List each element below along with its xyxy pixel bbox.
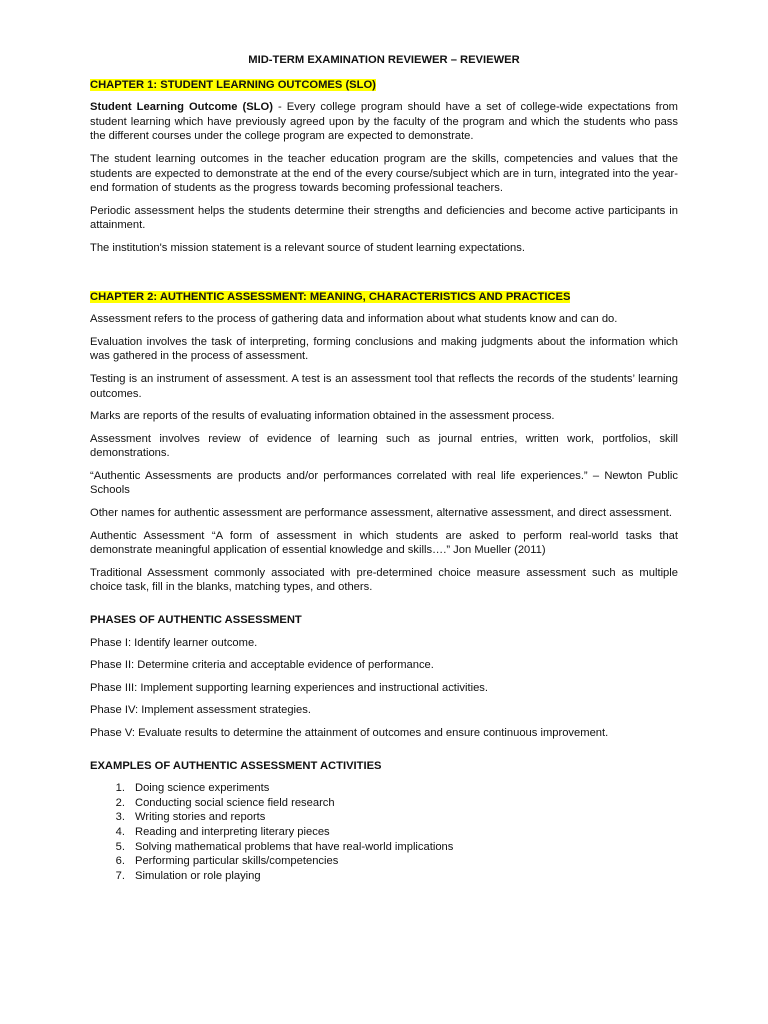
chapter-1-heading-highlight: CHAPTER 1: STUDENT LEARNING OUTCOMES (SLO) xyxy=(90,78,376,91)
phase-item: Phase V: Evaluate results to determine the attainment of outcomes and ensure continuous improvement. xyxy=(90,727,609,739)
list-item xyxy=(90,825,678,840)
chapter-2-heading xyxy=(90,290,678,305)
phases-heading: PHASES OF AUTHENTIC ASSESSMENT xyxy=(90,614,302,627)
phase-item: Phase II: Determine criteria and acceptable evidence of performance. xyxy=(90,659,434,672)
chapter-2-heading-highlight: CHAPTER 2: AUTHENTIC ASSESSMENT: MEANING, CHARACTERISTICS AND PRACTICES xyxy=(90,290,571,303)
list-item-number: 3. xyxy=(115,811,125,824)
chapter-1-paragraph-1 xyxy=(90,100,678,144)
list-item-number: 6. xyxy=(115,855,125,868)
list-item xyxy=(90,854,678,869)
slo-definition: - Every college program should have a set of college-wide expectations from student learning which have previously agreed upon by the faculty of the program and which the students who pass the different courses under the college program are expected to demonstrate. xyxy=(90,101,679,143)
list-item-text: Performing particular skills/competencies xyxy=(135,855,339,868)
chapter-2-paragraph: Other names for authentic assessment are performance assessment, alternative assessment, and direct assessment. xyxy=(90,507,673,520)
list-item-number: 5. xyxy=(115,840,125,853)
chapter-2-paragraph: Evaluation involves the task of interpreting, forming conclusions and making judgments about the information which was gathered in the process of assessment. xyxy=(90,335,678,363)
list-item-text: Writing stories and reports xyxy=(135,811,266,824)
list-item-number: 4. xyxy=(115,825,125,838)
slo-term: Student Learning Outcome (SLO) xyxy=(90,101,273,114)
list-item-number: 2. xyxy=(115,796,125,809)
chapter-1-paragraph-2: The student learning outcomes in the teacher education program are the skills, competencies and values that the students are expected to demonstrate at the end of the every course/subject which are in turn, integrated into the year-end formation of students as the progress towards becoming professional teachers. xyxy=(90,152,678,195)
chapter-2-paragraph: Traditional Assessment commonly associated with pre-determined choice measure assessment such as multiple choice task, fill in the blanks, matching types, and others. xyxy=(90,566,678,594)
list-item xyxy=(90,796,678,811)
chapter-2-paragraph: Assessment refers to the process of gathering data and information about what students know and can do. xyxy=(90,313,618,326)
phase-item: Phase IV: Implement assessment strategies. xyxy=(90,704,311,717)
list-item xyxy=(90,781,678,796)
chapter-1-paragraph-4: The institution's mission statement is a relevant source of student learning expectations. xyxy=(90,241,525,254)
list-item-number: 1. xyxy=(115,782,125,795)
examples-list xyxy=(90,781,678,883)
list-item-text: Doing science experiments xyxy=(135,782,270,795)
chapter-2-paragraph: Authentic Assessment “A form of assessment in which students are asked to perform real-world tasks that demonstrate meaningful application of essential knowledge and skills….” Jon Mueller (2011) xyxy=(90,529,678,557)
list-item xyxy=(90,840,678,855)
chapter-2-paragraph: Marks are reports of the results of evaluating information obtained in the assessment process. xyxy=(90,410,555,423)
chapter-2-paragraph: Assessment involves review of evidence of learning such as journal entries, written work, portfolios, skill demonstrations. xyxy=(90,432,678,460)
examples-heading: EXAMPLES OF AUTHENTIC ASSESSMENT ACTIVITIES xyxy=(90,759,382,772)
phase-item: Phase I: Identify learner outcome. xyxy=(90,636,258,649)
chapter-2-paragraph: Testing is an instrument of assessment. A test is an assessment tool that reflects the records of the students’ learning outcomes. xyxy=(90,372,678,400)
list-item-text: Simulation or role playing xyxy=(135,869,261,882)
phase-item: Phase III: Implement supporting learning experiences and instructional activities. xyxy=(90,681,488,694)
list-item-text: Conducting social science field research xyxy=(135,796,335,809)
document-title: MID-TERM EXAMINATION REVIEWER – REVIEWER xyxy=(248,54,520,66)
chapter-2-paragraph: “Authentic Assessments are products and/or performances correlated with real life experiences.” – Newton Public Schools xyxy=(90,469,678,497)
list-item-text: Reading and interpreting literary pieces xyxy=(135,825,330,838)
list-item xyxy=(90,869,678,884)
list-item-number: 7. xyxy=(115,869,125,882)
chapter-1-heading xyxy=(90,78,678,93)
list-item xyxy=(90,810,678,825)
list-item-text: Solving mathematical problems that have real-world implications xyxy=(135,840,454,853)
chapter-1-paragraph-3: Periodic assessment helps the students determine their strengths and deficiencies and become active participants in attainment. xyxy=(90,204,678,232)
